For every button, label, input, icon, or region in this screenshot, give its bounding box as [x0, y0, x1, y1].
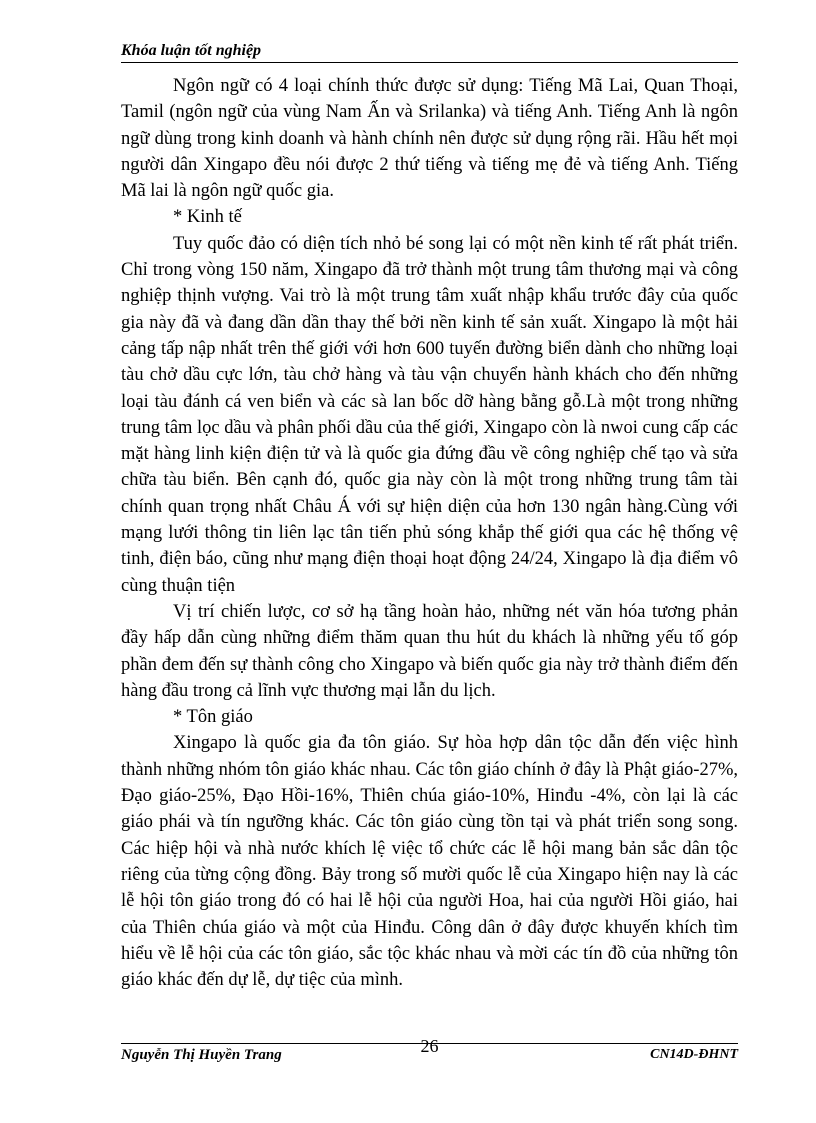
- page-footer: [121, 1036, 738, 1068]
- paragraph-religion: Xingapo là quốc gia đa tôn giáo. Sự hòa hợp dân tộc dẫn đến việc hình thành những nhóm tôn giáo khác nhau. Các tôn giáo chính ở đây là Phật giáo-27%, Đạo giáo-25%, Đạo Hồi-16%, Thiên chúa giáo-10%, Hinđu -4%, còn lại là các giáo phái và tín ngưỡng khác. Các tôn giáo cùng tồn tại và phát triển song song. Các hiệp hội và nhà nước khích lệ việc tổ chức các lễ hội mang bản sắc dân tộc riêng của từng cộng đồng. Bảy trong số mười quốc lễ của Xingapo hiện nay là các lễ hội tôn giáo trong đó có hai lễ hội của người Hoa, hai của người Hồi giáo, hai của Thiên chúa giáo và một của Hinđu. Công dân ở đây được khuyến khích tìm hiểu về lễ hội của các tôn giáo, sắc tộc khác nhau và mời các tín đồ của những tôn giáo khác đến dự lễ, dự tiệc của mình.: [121, 733, 738, 991]
- section-heading-religion: * Tôn giáo: [173, 707, 253, 728]
- author-name: Nguyễn Thị Huyền Trang: [121, 1047, 282, 1063]
- class-code: CN14D-ĐHNT: [650, 1047, 738, 1062]
- page-number: 26: [420, 1036, 439, 1056]
- paragraph-strategy: Vị trí chiến lược, cơ sở hạ tầng hoàn hảo, những nét văn hóa tương phản đầy hấp dẫn cùng những điểm thăm quan thu hút du khách là những yếu tố góp phần đem đến sự thành công cho Xingapo và biến quốc gia này trở thành điểm đến hàng đầu trong cả lĩnh vực thương mại lẫn du lịch.: [121, 601, 738, 701]
- section-heading-economy: * Kinh tế: [173, 207, 242, 228]
- thesis-title: Khóa luận tốt nghiệp: [121, 42, 262, 59]
- document-body: [121, 73, 738, 993]
- paragraph-language: Ngôn ngữ có 4 loại chính thức được sử dụng: Tiếng Mã Lai, Quan Thoại, Tamil (ngôn ngữ của vùng Nam Ấn và Srilanka) và tiếng Anh. Tiếng Anh là ngôn ngữ dùng trong kinh doanh và hành chính nên được sử dụng rộng rãi. Hầu hết mọi người dân Xingapo đều nói được 2 thứ tiếng và tiếng mẹ đẻ và tiếng Anh. Tiếng Mã lai là ngôn ngữ quốc gia.: [121, 76, 738, 202]
- page-header: [121, 40, 738, 63]
- paragraph-economy: Tuy quốc đảo có diện tích nhỏ bé song lại có một nền kinh tế rất phát triển. Chỉ trong vòng 150 năm, Xingapo đã trở thành một trung tâm thương mại và công nghiệp thịnh vượng. Vai trò là một trung tâm xuất nhập khẩu trước đây của quốc gia này đã và đang dần dần thay thế bởi nền kinh tế sản xuất. Xingapo là một hải cảng tấp nập nhất trên thế giới với hơn 600 tuyến đường biển dành cho những loại tàu chở dầu cực lớn, tàu chở hàng và tàu vận chuyển hành khách cho đến những loại tàu đánh cá ven biển và các sà lan bốc dỡ hàng bằng gỗ.Là một trong những trung tâm lọc dầu và phân phối dầu của thế giới, Xingapo còn là nwoi cung cấp các mặt hàng linh kiện điện tử và là quốc gia đứng đầu về công nghiệp chế tạo và sửa chữa tàu biển. Bên cạnh đó, quốc gia này còn là một trong những trung tâm tài chính quan trọng nhất Châu Á với sự hiện diện của hơn 130 ngân hàng.Cùng với mạng lưới thông tin liên lạc tân tiến phủ sóng khắp thế giới qua các hệ thống vệ tinh, điện báo, cũng như mạng điện thoại hoạt động 24/24, Xingapo là địa điểm vô cùng thuận tiện: [121, 233, 739, 596]
